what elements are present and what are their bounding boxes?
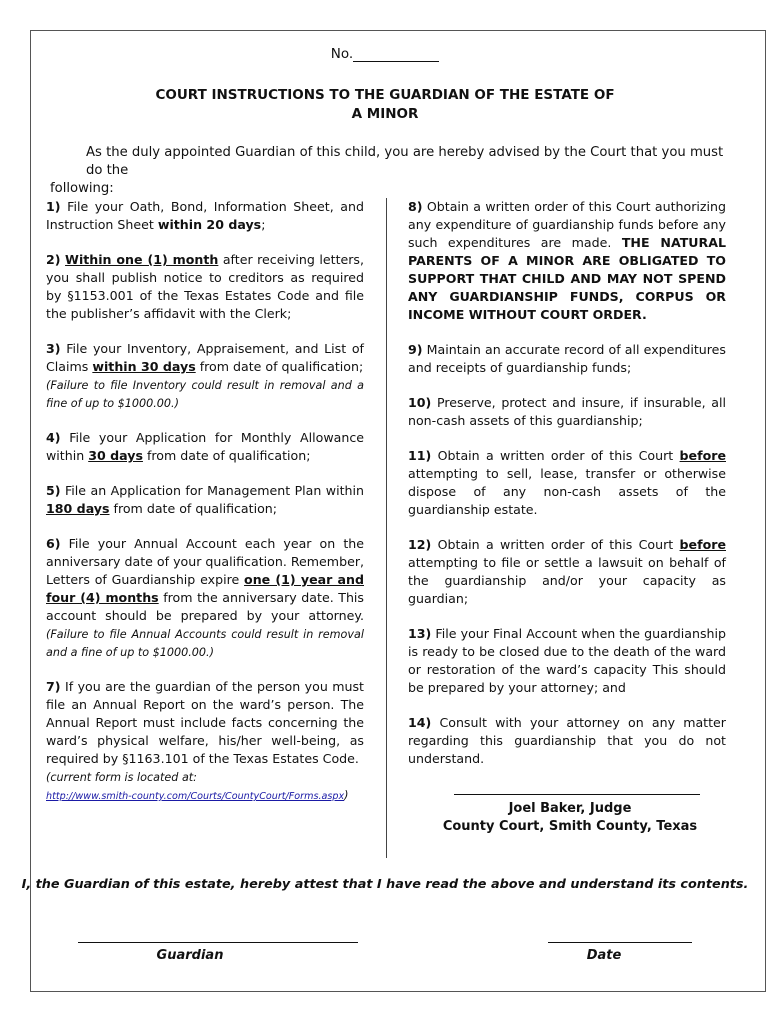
guardian-label: Guardian (156, 948, 224, 963)
item-number: 1) (46, 199, 61, 214)
instruction-14 (408, 714, 726, 768)
column-divider (386, 198, 387, 858)
item-number: 13) (408, 626, 432, 641)
title-line-2: A MINOR (351, 106, 419, 122)
item-text: File an Application for Management Plan within (60, 483, 364, 498)
item-number: 6) (46, 536, 61, 551)
item-text: File your Final Account when the guardianship is ready to be closed due to the death of the ward or restoration of the ward’s capacity This should be prepared by your attorney; and (408, 626, 726, 695)
item-text: from date of qualification; (195, 359, 364, 374)
item-text: Consult with your attorney on any matter regarding this guardianship that you do not understand. (408, 715, 726, 766)
intro-line-1: As the duly appointed Guardian of this child, you are hereby advised by the Court that you must do the (86, 145, 724, 178)
date-label: Date (586, 948, 622, 963)
intro-paragraph (50, 144, 730, 198)
instruction-4 (46, 429, 364, 465)
instruction-12 (408, 536, 726, 608)
instruction-8 (408, 198, 726, 324)
item-text: attempting to sell, lease, transfer or otherwise dispose of any non-cash assets of the guardianship estate. (408, 466, 726, 517)
item-note: (Failure to file Annual Accounts could result in removal and a fine of up to $1000.00.) (46, 628, 364, 659)
item-number: 7) (46, 679, 61, 694)
item-warning: THE NATURAL PARENTS OF A MINOR ARE OBLIGATED TO SUPPORT THAT CHILD AND MAY NOT SPEND ANY GUARDIANSHIP FUNDS, CORPUS OR INCOME WITHOUT COURT ORDER. (408, 235, 727, 322)
item-deadline: Within one (1) month (65, 252, 219, 267)
judge-court: County Court, Smith County, Texas (442, 819, 698, 834)
forms-link[interactable]: http://www.smith-county.com/Courts/CountyCourt/Forms.aspx (46, 791, 345, 802)
item-number: 8) (408, 199, 423, 214)
document-title (0, 86, 770, 124)
item-text: from the anniversary date. This account should be prepared by your attorney. (46, 590, 364, 623)
item-text: Preserve, protect and insure, if insurable, all non-cash assets of this guardianship; (408, 395, 726, 428)
item-number: 14) (408, 715, 432, 730)
instruction-2 (46, 251, 364, 323)
item-text: Maintain an accurate record of all expenditures and receipts of guardianship funds; (408, 342, 726, 375)
item-text: ; (261, 217, 266, 232)
item-deadline: one (1) year and four (4) months (46, 572, 364, 605)
item-emphasis: before (679, 448, 726, 463)
item-number: 12) (408, 537, 432, 552)
item-text: attempting to file or settle a lawsuit on behalf of the guardianship and/or your capacity as guardian; (408, 555, 726, 606)
instruction-11 (408, 447, 726, 519)
title-line-1: COURT INSTRUCTIONS TO THE GUARDIAN OF THE ESTATE OF (155, 87, 615, 103)
item-note: (current form is located at: (46, 771, 197, 784)
item-text: after receiving letters, you shall publish notice to creditors as required by §1153.001 of the Texas Estates Code and file the publisher’s affidavit with the Clerk; (46, 252, 365, 321)
instruction-3 (46, 340, 364, 412)
item-deadline: within 30 days (92, 359, 196, 374)
intro-line-2: following: (50, 181, 114, 196)
item-text: Obtain a written order of this Court (431, 537, 680, 552)
item-number: 2) (46, 252, 61, 267)
instruction-10 (408, 394, 726, 430)
attestation-statement: I, the Guardian of this estate, hereby attest that I have read the above and understand its contents. (21, 877, 749, 892)
item-text: File your Oath, Bond, Information Sheet, and Instruction Sheet (46, 199, 364, 232)
left-column (46, 198, 364, 806)
instruction-7 (46, 678, 364, 806)
case-number-line (0, 46, 770, 62)
date-signature-line[interactable] (548, 942, 692, 943)
item-number: 9) (408, 342, 423, 357)
right-column (408, 198, 726, 768)
item-text: Obtain a written order of this Court (431, 448, 680, 463)
judge-name: Joel Baker, Judge (508, 801, 632, 816)
item-text: from date of qualification; (109, 501, 278, 516)
item-deadline: 180 days (46, 501, 110, 516)
guardian-signature-line[interactable] (78, 942, 358, 943)
instruction-5 (46, 482, 364, 518)
case-number-blank[interactable] (353, 47, 439, 62)
judge-signature-line[interactable] (454, 794, 700, 795)
item-emphasis: before (679, 537, 726, 552)
item-text: File your Inventory, Appraisement, and List of Claims (46, 341, 364, 374)
item-note: (Failure to file Inventory could result in removal and a fine of up to $1000.00.) (46, 379, 364, 410)
item-text: Obtain a written order of this Court authorizing any expenditure of guardianship funds before any such expenditures are made. (408, 199, 726, 250)
item-text: File your Annual Account each year on the anniversary date of your qualification. Remember, Letters of Guardianship expire (46, 536, 364, 587)
instruction-9 (408, 341, 726, 377)
item-text: from date of qualification; (142, 448, 311, 463)
item-number: 3) (46, 341, 61, 356)
instruction-6 (46, 535, 364, 661)
item-deadline: 30 days (88, 448, 143, 463)
item-emphasis: within 20 days (157, 217, 262, 232)
instruction-1 (46, 198, 364, 234)
item-text: File your Application for Monthly Allowance within (46, 430, 364, 463)
instruction-13 (408, 625, 726, 697)
item-number: 4) (46, 430, 61, 445)
item-number: 10) (408, 395, 432, 410)
item-text: If you are the guardian of the person you must file an Annual Report on the ward’s person. The Annual Report must include facts concerning the ward’s physical welfare, his/her well-being, as required by §1163.101 of the Texas Estates Code. (46, 679, 364, 766)
judge-block (440, 800, 700, 836)
item-number: 11) (408, 448, 432, 463)
item-number: 5) (46, 483, 61, 498)
item-note-close: ) (344, 789, 349, 802)
case-number-label: No. (330, 46, 354, 62)
